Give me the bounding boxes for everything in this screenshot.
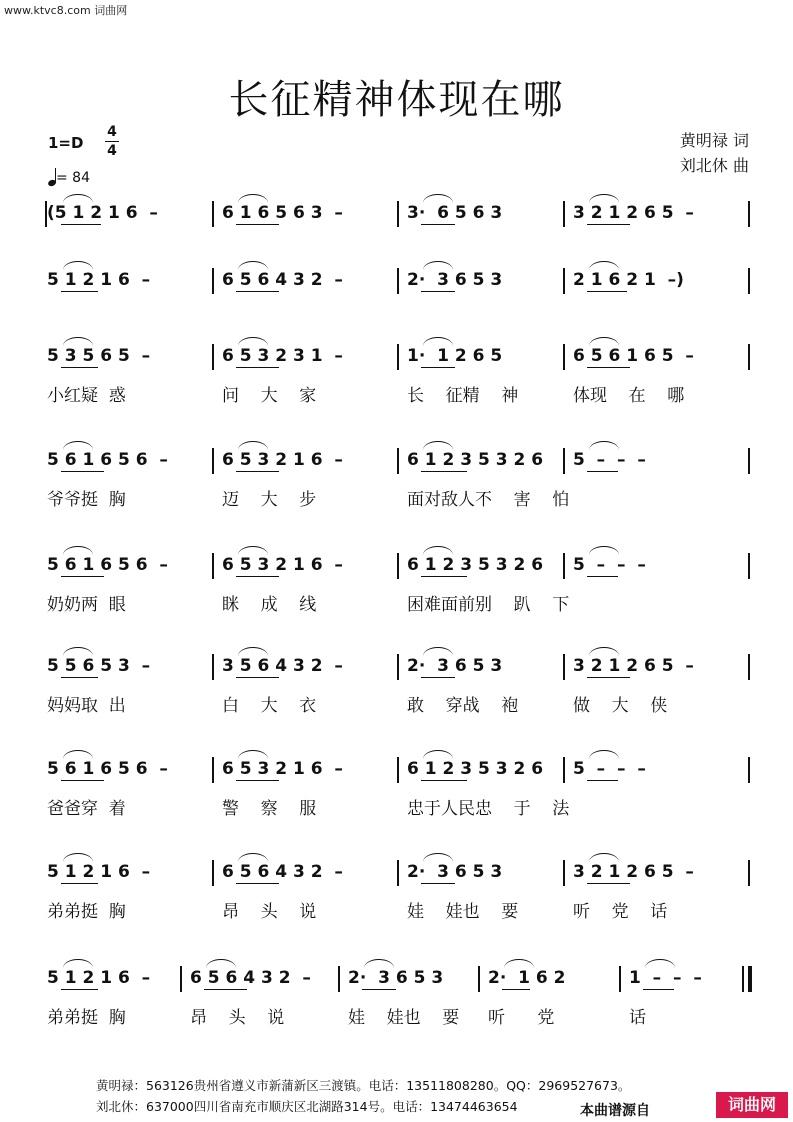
slur-arc <box>589 441 619 450</box>
measure-notes: 5 – – – <box>573 450 646 470</box>
beam-line <box>61 471 104 472</box>
barline <box>563 448 565 474</box>
barline <box>397 268 399 294</box>
tempo-value: = 84 <box>56 170 90 186</box>
slur-arc <box>63 750 93 759</box>
site-logo: 词曲网 <box>716 1092 788 1118</box>
slur-arc <box>589 337 619 346</box>
beam-line <box>362 989 396 990</box>
lyric-line: 弟弟挺 胸 <box>47 902 126 922</box>
slur-arc <box>645 959 675 968</box>
beam-line <box>236 576 279 577</box>
beam-line <box>587 677 630 678</box>
slur-arc <box>63 959 93 968</box>
beam-line <box>61 883 98 884</box>
beam-line <box>236 367 279 368</box>
lyric-line: 迈 大 步 <box>222 490 317 510</box>
measure-notes: 3 2 1 2 6 5 – <box>573 656 694 676</box>
slur-arc <box>238 337 268 346</box>
barline <box>397 553 399 579</box>
slur-arc <box>63 647 93 656</box>
barline <box>563 344 565 370</box>
slur-arc <box>238 750 268 759</box>
beam-line <box>421 576 467 577</box>
time-signature <box>105 124 119 159</box>
barline <box>212 201 214 227</box>
beam-line <box>421 780 467 781</box>
beam-line <box>204 989 247 990</box>
beam-line <box>421 291 455 292</box>
lyric-line: 困难面前别 趴 下 <box>407 595 570 615</box>
slur-arc <box>589 546 619 555</box>
beam-line <box>236 224 279 225</box>
beam-line <box>421 224 455 225</box>
measure-notes: 3 2 1 2 6 5 – <box>573 862 694 882</box>
footer-lyricist-contact: 黄明禄：563126贵州省遵义市新蒲新区三渡镇。电话：13511808280。QQ：2969527673。 <box>96 1078 631 1093</box>
measure-notes: 6 5 3 2 1 6 – <box>222 759 343 779</box>
measure-notes: 6 5 6 1 6 5 – <box>573 346 694 366</box>
barline <box>180 966 182 992</box>
measure-notes: 6 5 3 2 1 6 – <box>222 450 343 470</box>
barline <box>397 654 399 680</box>
measure-notes: 2 1 6 2 1 –) <box>573 270 684 290</box>
barline <box>748 654 750 680</box>
source-label: 本曲谱源自 <box>580 1103 650 1119</box>
footer-composer-contact: 刘北休：637000四川省南充市顺庆区北湖路314号。电话：13474463654 <box>96 1099 518 1114</box>
lyric-line: 面对敌人不 害 怕 <box>407 490 570 510</box>
slur-arc <box>238 261 268 270</box>
measure-notes: 5 6 1 6 5 6 – <box>47 555 168 575</box>
lyric-line: 眯 成 线 <box>222 595 317 615</box>
measure-notes: 2· 1 6 2 <box>488 968 566 988</box>
barline <box>748 268 750 294</box>
beam-line <box>587 780 618 781</box>
barline <box>397 448 399 474</box>
lyric-line: 奶奶两 眼 <box>47 595 126 615</box>
measure-notes: 6 1 2 3 5 3 2 6 <box>407 555 544 575</box>
slur-arc <box>589 194 619 203</box>
barline <box>478 966 480 992</box>
slur-arc <box>63 261 93 270</box>
slur-arc <box>238 441 268 450</box>
barline <box>212 344 214 370</box>
barline <box>748 201 750 227</box>
beam-line <box>587 367 630 368</box>
measure-notes: 5 6 1 6 5 6 – <box>47 759 168 779</box>
measure-notes: 2· 3 6 5 3 <box>348 968 444 988</box>
slur-arc <box>423 750 453 759</box>
measure-notes: 5 3 5 6 5 – <box>47 346 151 366</box>
lyric-line: 妈妈取 出 <box>47 696 126 716</box>
beam-line <box>587 471 618 472</box>
beam-line <box>236 677 279 678</box>
slur-arc <box>504 959 534 968</box>
barline <box>212 268 214 294</box>
key-signature: 1=D <box>48 134 84 152</box>
beam-line <box>236 291 279 292</box>
final-barline-thin <box>742 966 744 992</box>
measure-notes: 5 6 1 6 5 6 – <box>47 450 168 470</box>
measure-notes: 6 5 3 2 3 1 – <box>222 346 343 366</box>
measure-notes: 5 – – – <box>573 555 646 575</box>
lyric-line: 体现 在 哪 <box>573 386 685 406</box>
final-barline <box>748 966 752 992</box>
time-sig-bottom: 4 <box>107 143 117 159</box>
measure-notes: 3 5 6 4 3 2 – <box>222 656 343 676</box>
barline <box>212 654 214 680</box>
lyric-line: 昂 头 说 <box>222 902 317 922</box>
beam-line <box>643 989 674 990</box>
lyric-line: 忠于人民忠 于 法 <box>407 799 570 819</box>
lyric-line: 娃 娃也 要 <box>407 902 519 922</box>
barline <box>748 553 750 579</box>
barline <box>397 201 399 227</box>
lyric-line: 话 <box>629 1008 646 1028</box>
slur-arc <box>364 959 394 968</box>
tempo-mark <box>48 168 90 186</box>
beam-line <box>587 576 618 577</box>
slur-arc <box>423 194 453 203</box>
beam-line <box>61 367 98 368</box>
lyric-line: 爷爷挺 胸 <box>47 490 126 510</box>
slur-arc <box>589 261 619 270</box>
barline <box>338 966 340 992</box>
slur-arc <box>423 647 453 656</box>
barline <box>563 654 565 680</box>
measure-notes: 5 1 2 1 6 – <box>47 270 151 290</box>
barline <box>563 201 565 227</box>
beam-line <box>61 780 104 781</box>
measure-notes: 6 1 6 5 6 3 – <box>222 203 343 223</box>
barline <box>212 553 214 579</box>
beam-line <box>587 291 627 292</box>
slur-arc <box>423 441 453 450</box>
composer: 刘北休 曲 <box>679 156 749 175</box>
measure-notes: (5 1 2 1 6 – <box>47 203 158 223</box>
measure-notes: 5 – – – <box>573 759 646 779</box>
slur-arc <box>63 853 93 862</box>
measure-notes: 6 5 6 4 3 2 – <box>222 862 343 882</box>
beam-line <box>421 367 455 368</box>
barline <box>212 757 214 783</box>
beam-line <box>236 471 279 472</box>
slur-arc <box>238 546 268 555</box>
measure-notes: 5 1 2 1 6 – <box>47 862 151 882</box>
barline <box>748 344 750 370</box>
time-sig-line <box>105 141 119 142</box>
lyric-line: 问 大 家 <box>222 386 317 406</box>
barline <box>563 553 565 579</box>
lyric-line: 做 大 侠 <box>573 696 668 716</box>
lyric-line: 听 党 话 <box>573 902 668 922</box>
slur-arc <box>238 853 268 862</box>
barline <box>563 757 565 783</box>
slur-arc <box>423 261 453 270</box>
beam-line <box>502 989 530 990</box>
barline <box>748 448 750 474</box>
slur-arc <box>423 853 453 862</box>
measure-notes: 2· 3 6 5 3 <box>407 656 503 676</box>
lyricist: 黄明禄 词 <box>679 131 749 150</box>
barline <box>397 344 399 370</box>
measure-notes: 3· 6 5 6 3 <box>407 203 503 223</box>
slur-arc <box>63 337 93 346</box>
lyric-line: 娃 娃也 要 <box>348 1008 460 1028</box>
lyric-line: 听 党 <box>488 1008 555 1028</box>
beam-line <box>236 780 279 781</box>
slur-arc <box>63 441 93 450</box>
time-sig-top: 4 <box>107 124 117 140</box>
beam-line <box>61 291 98 292</box>
lyric-line: 警 察 服 <box>222 799 317 819</box>
beam-line <box>61 576 104 577</box>
lyric-line: 爸爸穿 着 <box>47 799 126 819</box>
slur-arc <box>63 546 93 555</box>
slur-arc <box>423 337 453 346</box>
beam-line <box>587 224 630 225</box>
slur-arc <box>238 194 268 203</box>
beam-line <box>61 224 101 225</box>
barline <box>212 860 214 886</box>
song-title: 长征精神体现在哪 <box>228 77 565 123</box>
barline <box>563 860 565 886</box>
quarter-note-icon <box>48 168 56 186</box>
beam-line <box>587 883 630 884</box>
barline <box>397 757 399 783</box>
barline <box>563 268 565 294</box>
measure-notes: 2· 3 6 5 3 <box>407 270 503 290</box>
slur-arc <box>423 546 453 555</box>
beam-line <box>421 883 455 884</box>
measure-notes: 5 1 2 1 6 – <box>47 968 151 988</box>
barline <box>619 966 621 992</box>
beam-line <box>61 677 98 678</box>
measure-notes: 6 5 6 4 3 2 – <box>222 270 343 290</box>
measure-notes: 1 – – – <box>629 968 702 988</box>
measure-notes: 3 2 1 2 6 5 – <box>573 203 694 223</box>
slur-arc <box>206 959 236 968</box>
lyric-line: 小红疑 惑 <box>47 386 126 406</box>
beam-line <box>421 471 467 472</box>
slur-arc <box>63 194 93 203</box>
lyric-line: 弟弟挺 胸 <box>47 1008 126 1028</box>
measure-notes: 6 5 6 4 3 2 – <box>190 968 311 988</box>
lyric-line: 白 大 衣 <box>222 696 317 716</box>
beam-line <box>421 677 455 678</box>
measure-notes: 6 1 2 3 5 3 2 6 <box>407 450 544 470</box>
measure-notes: 6 1 2 3 5 3 2 6 <box>407 759 544 779</box>
beam-line <box>236 883 279 884</box>
lyric-line: 敢 穿战 袍 <box>407 696 519 716</box>
slur-arc <box>238 647 268 656</box>
measure-notes: 1· 1 2 6 5 <box>407 346 503 366</box>
lyric-line: 长 征精 神 <box>407 386 519 406</box>
barline <box>748 757 750 783</box>
slur-arc <box>589 647 619 656</box>
barline <box>397 860 399 886</box>
beam-line <box>61 989 98 990</box>
site-watermark: www.ktvc8.com 词曲网 <box>4 4 128 17</box>
barline <box>748 860 750 886</box>
barline <box>212 448 214 474</box>
slur-arc <box>589 853 619 862</box>
measure-notes: 2· 3 6 5 3 <box>407 862 503 882</box>
measure-notes: 5 5 6 5 3 – <box>47 656 151 676</box>
measure-notes: 6 5 3 2 1 6 – <box>222 555 343 575</box>
slur-arc <box>589 750 619 759</box>
lyric-line: 昂 头 说 <box>190 1008 285 1028</box>
